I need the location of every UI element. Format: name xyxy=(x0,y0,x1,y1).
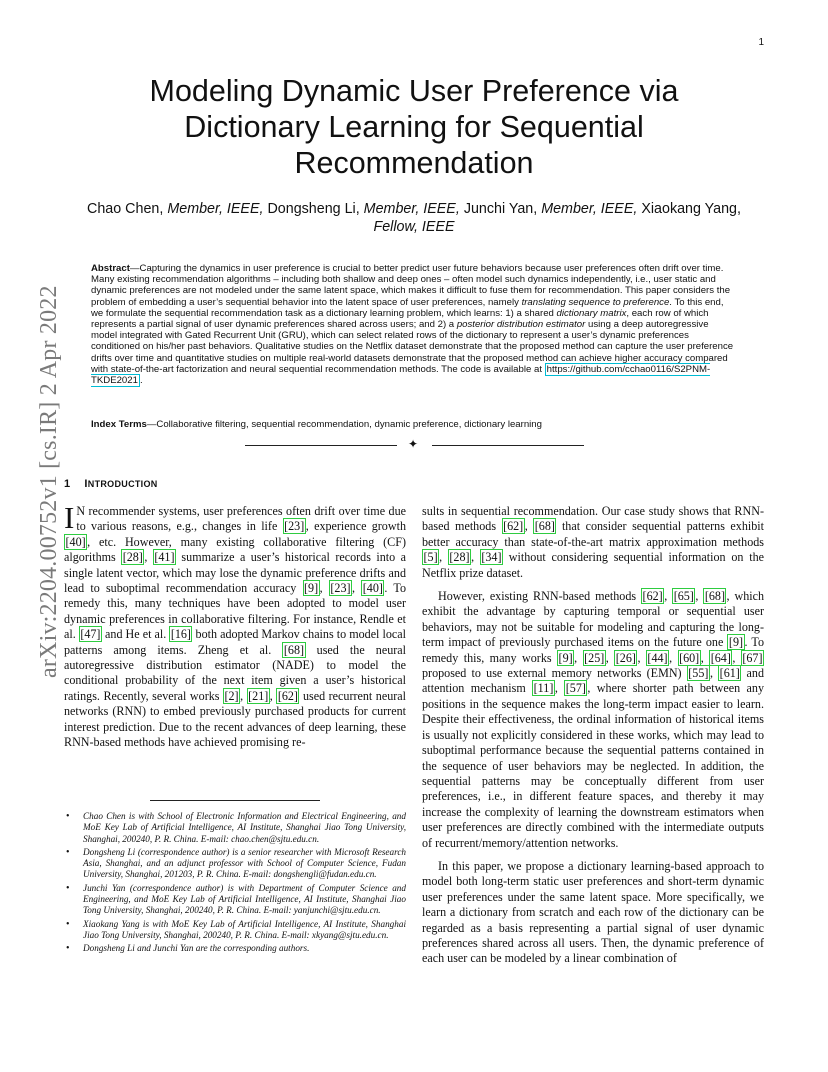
citation-link[interactable]: [28] xyxy=(122,550,143,565)
abstract-text: . xyxy=(139,375,143,387)
intro-paragraph-1 xyxy=(64,500,407,751)
citation-link[interactable]: [65] xyxy=(673,589,694,604)
title-line-2: Dictionary Learning for Sequential xyxy=(184,110,644,144)
body-text: and attention mechanism xyxy=(422,666,764,696)
citation-link[interactable]: [5] xyxy=(423,550,438,565)
body-text: , xyxy=(240,688,247,703)
citation-link[interactable]: [60] xyxy=(679,650,700,665)
body-text: that consider sequential patterns exhibit better accuracy than state-of-the-art matrix approximation methods xyxy=(422,519,765,549)
body-text: , xyxy=(695,589,704,604)
body-text: , xyxy=(554,681,565,696)
citation-link[interactable]: [25] xyxy=(584,650,605,665)
body-text: N recommender systems, user preferences often drift over time due to various reasons, e.g., changes in life xyxy=(76,504,406,534)
citation-link[interactable]: [57] xyxy=(565,681,586,696)
citation-link[interactable]: [62] xyxy=(642,589,663,604)
index-terms xyxy=(91,419,737,431)
abstract-text: using a deep autoregressive model integrated with Gated Recurrent Unit (GRU), which can select related rows of the dictionary to represent a user’s dynamic preferences conditioned on his/her past behaviors. Qualitative studies on the Netflix dataset demonstrate that the proposed method can capture the user preference drifts over time and quantitative studies on multiple real-world datasets demonstrate that the proposed method can achieve higher accuracy compared with state-of-the-art factorization and neural sequential recommendation methods. The code is available at xyxy=(91,319,734,375)
citation-link[interactable]: [23] xyxy=(284,519,305,534)
body-text: , xyxy=(471,550,480,565)
body-text: and He et al. xyxy=(101,627,170,642)
body-text: , xyxy=(664,589,673,604)
body-text: without considering sequential information on the Netflix prize dataset. xyxy=(422,550,765,580)
body-text: . To remedy this, many techniques have been adopted to model user dynamic preferences in collaborative filtering. For instance, Rendle et al. xyxy=(64,581,407,642)
citation-link[interactable]: [55] xyxy=(688,666,709,681)
intro-paragraph-2 xyxy=(422,589,764,851)
body-text: , xyxy=(144,550,153,565)
citation-link[interactable]: [34] xyxy=(481,550,502,565)
right-column xyxy=(422,504,764,967)
body-text: , xyxy=(524,519,534,534)
author-name: Xiaokang Yang, xyxy=(641,201,741,217)
body-text: , xyxy=(319,581,329,596)
footnote-item: • Chao Chen is with School of Electronic Information and Electrical Engineering, and MoE Key Lab of Artificial Intelligence, AI Institute, Shanghai Jiao Tong University, Shanghai, 200240, P. R. China. E-mail: chao.chen@sjtu.edu.cn. xyxy=(64,811,406,845)
citation-link[interactable]: [68] xyxy=(704,589,725,604)
divider-line-left xyxy=(245,445,397,446)
abstract-text: . To this end, we formulate the sequential recommendation task as a dictionary learning problem, which learns: 1) a shared xyxy=(91,296,724,319)
body-text: , xyxy=(439,550,448,565)
citation-link[interactable]: [21] xyxy=(248,688,269,703)
abstract-emphasis: dictionary matrix xyxy=(556,307,627,319)
body-text: , xyxy=(269,688,277,703)
drop-cap: I xyxy=(64,500,75,535)
citation-link[interactable]: [2] xyxy=(224,688,239,703)
body-text: , etc. However, many existing collaborative filtering (CF) algorithms xyxy=(64,534,406,565)
title-line-1: Modeling Dynamic User Preference via xyxy=(149,74,679,108)
citation-link[interactable]: [28] xyxy=(449,550,470,565)
left-column xyxy=(64,500,407,751)
abstract-text: —Capturing the dynamics in user preference is crucial to better predict user future behaviors because user preferences often drift over time. Many existing recommendation algorithms – including both shallow and deep ones – often model such dynamics independently, i.e., user static and dynamic preferences are not modeled under the same latent space, which makes it difficult to fuse them for recommendation. This paper considers the problem of embedding a user’s sequential behavior into the latent space of user preferences, namely xyxy=(91,263,731,308)
intro-paragraph-3: In this paper, we propose a dictionary learning-based approach to model both long-term static user preferences and short-term dynamic user preferences under the same latent space. More specifically, we learn a dictionary from scratch and each row of the dictionary can be regarded as a basis representing a partial signal of user dynamic preferences shared across all users. Then, the dynamic preference of each user can be modeled by a linear combination of xyxy=(422,858,764,966)
section-heading-introduction xyxy=(64,478,158,490)
body-text: , experience growth xyxy=(305,519,406,534)
abstract-emphasis: posterior distribution estimator xyxy=(456,319,586,331)
body-text: sults in sequential recommendation. Our case study shows that RNN-based methods xyxy=(422,504,764,534)
body-text: , xyxy=(574,650,583,665)
abstract-text: , each row of which represents a partial signal of user dynamic preferences shared across users; and 2) a xyxy=(91,307,709,331)
citation-link[interactable]: [68] xyxy=(283,642,305,657)
code-link[interactable]: https://github.com/cchao0116/S2PNM-TKDE2021 xyxy=(91,363,711,387)
author-name: Dongsheng Li, xyxy=(267,201,360,217)
index-terms-label: Index Terms xyxy=(91,419,147,430)
abstract-emphasis: translating sequence to preference xyxy=(521,296,670,308)
author-role: Member, IEEE, xyxy=(167,201,264,217)
citation-link[interactable]: [23] xyxy=(330,581,351,596)
divider-line-right xyxy=(432,445,584,446)
body-text: used recurrent neural networks (RNN) to embed previously purchased products for current interest prediction. Due to the recent advances of deep learning, these RNN-based methods have achieved promising re- xyxy=(64,688,407,750)
citation-link[interactable]: [68] xyxy=(534,519,555,534)
body-text: , xyxy=(605,650,615,665)
citation-link[interactable]: [40] xyxy=(65,534,86,549)
author-name: Chao Chen, xyxy=(87,201,164,217)
body-text: , xyxy=(637,650,646,665)
citation-link[interactable]: [9] xyxy=(304,581,319,596)
body-text: However, existing RNN-based methods xyxy=(438,589,642,604)
citation-link[interactable]: [47] xyxy=(80,627,101,642)
body-text: , where shorter path between any positions in the sequence makes the long-term impact easier to learn. Despite their effectiveness, the ordinal information of historical items is usually not explicitly considered in these works, which may lead to suboptimal performance because the sequential patterns contained in the sequence of user behaviors may be neglected. In addition, the sequential patterns may be conceptually different from user preferences, i.e., in different feature spaces, and thereby it may increase the complexity of learning the downstream estimators when user preferences are directly combined with the intermediate outputs of recurrent/memory/attention networks. xyxy=(422,681,764,850)
author-role: Member, IEEE, xyxy=(363,201,460,217)
author-name: Junchi Yan, xyxy=(463,201,538,217)
citation-link[interactable]: [64] xyxy=(710,650,731,665)
body-text: , xyxy=(732,650,741,665)
body-text: summarize a user’s historical records into a single latent vector, which may lose the dynamic preference drifts and lead to suboptimal recommendation accuracy xyxy=(64,550,407,596)
citation-link[interactable]: [61] xyxy=(719,666,740,681)
citation-link[interactable]: [62] xyxy=(277,688,298,703)
intro-paragraph-1-cont xyxy=(422,504,764,581)
footnotes xyxy=(64,811,406,957)
footnote-item: • Junchi Yan (correspondence author) is with Department of Computer Science and Engineering, and MoE Key Lab of Artificial Intelligence, AI Institute, Shanghai Jiao Tong University, Shanghai, 200240, P. R. China. E-mail: yanjunchi@sjtu.edu.cn. xyxy=(64,883,406,917)
citation-link[interactable]: [67] xyxy=(742,650,763,665)
body-text: , which exhibit the advantage by capturing temporal or sequential user behaviors, may not be suitable for modeling and capturing the long-term impact of previously purchased items on the future one xyxy=(422,589,765,650)
section-title-rest: NTRODUCTION xyxy=(87,479,158,489)
section-number: 1 xyxy=(64,478,71,490)
paper-title xyxy=(80,73,748,181)
body-text: , xyxy=(669,650,678,665)
citation-link[interactable]: [9] xyxy=(728,635,744,650)
citation-link[interactable]: [62] xyxy=(503,519,524,534)
author-list xyxy=(84,200,744,236)
author-role: Member, IEEE, xyxy=(541,201,638,217)
body-text: . To remedy this, many works xyxy=(422,635,765,665)
citation-link[interactable]: [11] xyxy=(533,681,554,696)
footnote-item: • Dongsheng Li (correspondence author) is a senior researcher with Microsoft Research Asia, Shanghai, and an adjunct professor with School of Computer Science, Fudan University, Shanghai, 201203, P. R. China. E-mail: dongshengli@fudan.edu.cn. xyxy=(64,847,406,881)
page-number: 1 xyxy=(758,37,764,48)
citation-link[interactable]: [41] xyxy=(154,550,175,565)
citation-link[interactable]: [9] xyxy=(558,650,573,665)
abstract-label: Abstract xyxy=(91,263,130,274)
author-role: Fellow, IEEE xyxy=(373,219,455,235)
footnote-item: • Xiaokang Yang is with MoE Key Lab of Artificial Intelligence, AI Institute, Shanghai Jiao Tong University, Shanghai, 200240, P. R. China. E-mail: xkyang@sjtu.edu.cn. xyxy=(64,919,406,942)
body-text: , xyxy=(700,650,710,665)
body-text: both adopted Markov chains to model local patterns among items. Zheng et al. xyxy=(64,627,406,657)
citation-link[interactable]: [40] xyxy=(362,581,383,596)
index-terms-text: —Collaborative filtering, sequential recommendation, dynamic preference, dictionary learning xyxy=(146,419,542,430)
footnote-rule xyxy=(150,800,320,801)
citation-link[interactable]: [44] xyxy=(647,650,668,665)
citation-link[interactable]: [16] xyxy=(170,627,191,642)
abstract xyxy=(91,263,737,386)
divider-diamond-icon: ✦ xyxy=(408,437,419,451)
arxiv-stamp[interactable]: arXiv:2204.00752v1 [cs.IR] 2 Apr 2022 xyxy=(36,285,62,678)
body-text: used the neural autoregressive distribution estimator (NADE) to model the conditional probability of the next item given a user’s historical ratings. Recently, several works xyxy=(64,642,406,703)
body-text: , xyxy=(352,581,362,596)
title-line-3: Recommendation xyxy=(294,146,534,180)
body-text: proposed to use external memory networks (EMN) xyxy=(422,666,687,681)
footnote-item: • Dongsheng Li and Junchi Yan are the corresponding authors. xyxy=(64,943,406,954)
citation-link[interactable]: [26] xyxy=(615,650,636,665)
section-title-initial: I xyxy=(84,478,88,490)
body-text: , xyxy=(709,666,719,681)
